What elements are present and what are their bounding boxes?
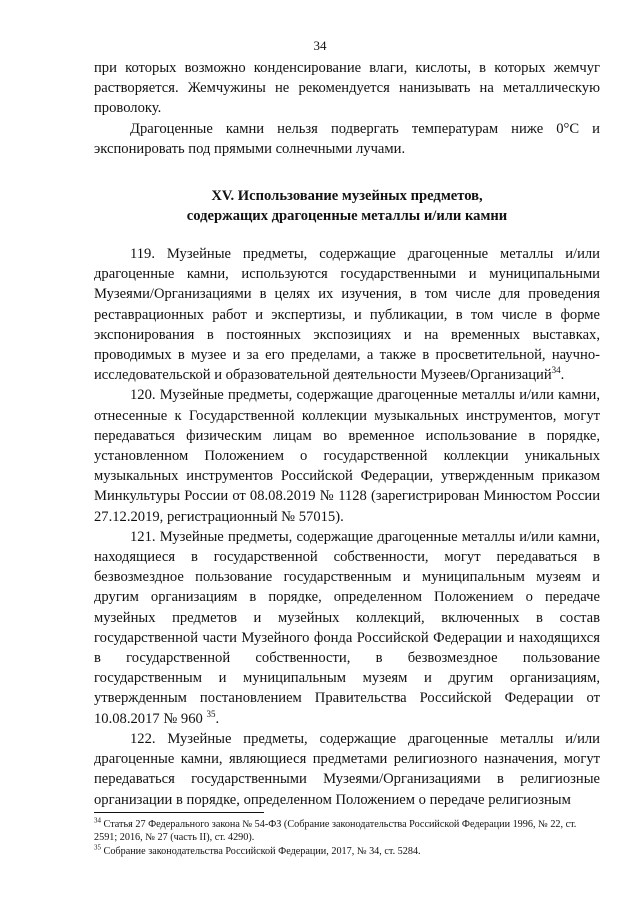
footnote-mark-35: 35	[94, 843, 101, 852]
footnote-mark-34: 34	[94, 816, 101, 825]
footnote-ref-35: 35	[206, 708, 216, 719]
section-heading-line-1: XV. Использование музейных предметов,	[211, 188, 483, 205]
clause-122	[94, 729, 600, 810]
section-heading-line-2: содержащих драгоценные металлы и/или камни	[186, 208, 508, 225]
clause-122-text: 122. Музейные предметы, содержащие драгоценные металлы и/или драгоценные камни, являющиеся предметами религиозного назначения, могут передаваться государственными Музеями/Организациями в религиозные организации в порядке, определенном Положением о передаче религиозным	[94, 730, 600, 808]
clause-120-text: 120. Музейные предметы, содержащие драгоценные металлы и/или камни, отнесенные к Государственной коллекции музыкальных инструментов, могут передаваться физическим лицам во временное использование в порядке, установленном Положением о государственной коллекции уникальных музыкальных инструментов Российской Федерации, утвержденным приказом Минкультуры России от 08.08.2019 № 1128 (зарегистрирован Минюстом России 27.12.2019, регистрационный № 57015).	[94, 387, 600, 525]
footnote-35	[94, 845, 600, 858]
clause-121-tail: .	[215, 710, 220, 727]
footnote-35-text: Собрание законодательства Российской Федерации, 2017, № 34, ст. 5284.	[101, 845, 421, 857]
footnote-separator	[94, 812, 264, 813]
clause-119-text: 119. Музейные предметы, содержащие драгоценные металлы и/или драгоценные камни, используются государственными и муниципальными Музеями/Организациями в целях их изучения, в том числе для проведения реставрационных работ и экспертизы, и публикации, в том числе в форме экспонирования в постоянных экспозициях и на временных выставках, проводимых в музее и за его пределами, а также в просветительной, научно-исследовательской и образовательной деятельности Музеев/Организаций	[94, 246, 600, 384]
section-heading	[94, 186, 600, 226]
clause-120	[94, 385, 600, 526]
clause-119	[94, 244, 600, 385]
clause-121-text: 121. Музейные предметы, содержащие драгоценные металлы и/или камни, находящиеся в государственной собственности, могут передаваться в безвозмездное пользование государственным и муниципальным музеям и другим организациям в порядке, определенном Положением о передаче музейных предметов и музейных коллекций, включенных в состав государственной части Музейного фонда Российской Федерации и находящихся в государственной собственности, в безвозмездное пользование государственным и муниципальным музеям и другим организациям, утвержденным постановлением Правительства Российской Федерации от 10.08.2017 № 960	[94, 528, 600, 727]
page-number: 34	[313, 38, 327, 53]
paragraph-continued: при которых возможно конденсирование влаги, кислоты, в которых жемчуг растворяется. Жемчужины не рекомендуется нанизывать на металлическую проволоку.	[94, 60, 600, 117]
footnotes	[94, 818, 600, 858]
clause-119-tail: .	[560, 367, 565, 384]
footnote-34-text: Статья 27 Федерального закона № 54-ФЗ (Собрание законодательства Российской Федерации 1996, № 22, ст. 2591; 2016, № 27 (часть II), ст. 4290).	[94, 819, 577, 844]
footnote-ref-34: 34	[551, 365, 561, 376]
paragraph-storage-note: Драгоценные камни нельзя подвергать температурам ниже 0°С и экспонировать под прямыми солнечными лучами.	[94, 120, 600, 157]
document-body	[94, 58, 600, 810]
footnote-34	[94, 818, 600, 845]
clause-121	[94, 527, 600, 729]
